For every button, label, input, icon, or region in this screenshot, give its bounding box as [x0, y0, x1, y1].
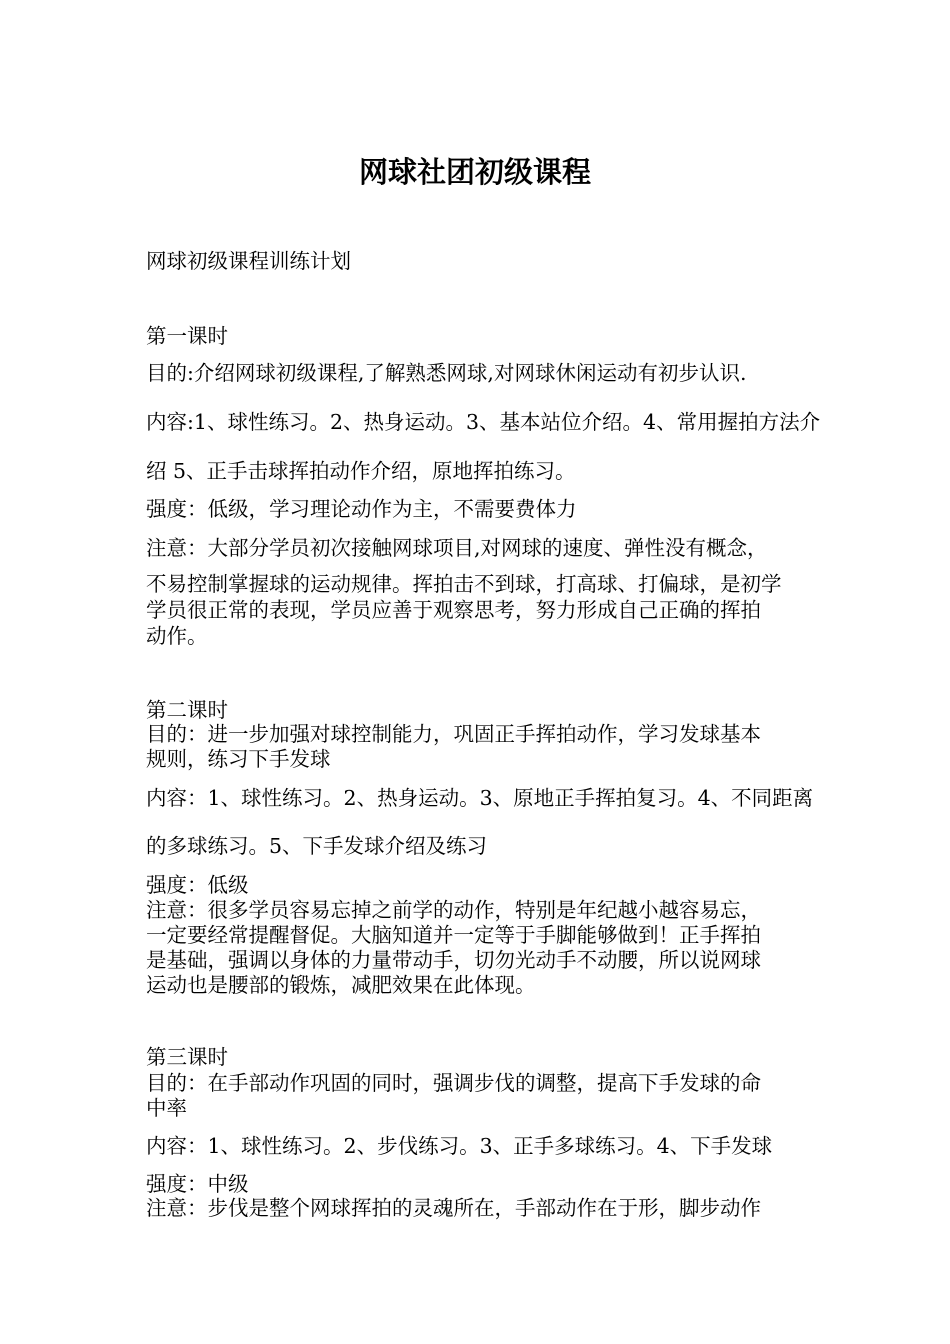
- lesson2-intensity: 强度：低级: [146, 873, 249, 897]
- lesson2-content-line1: 内容：1、球性练习。2、热身运动。3、原地正手挥拍复习。4、不同距离: [146, 786, 814, 810]
- document-title: 网球社团初级课程: [358, 155, 591, 189]
- lesson3-goal-line1: 目的：在手部动作巩固的同时，强调步伐的调整，提高下手发球的命: [146, 1071, 761, 1095]
- lesson1-content-line2: 绍 5、正手击球挥拍动作介绍，原地挥拍练习。: [146, 459, 576, 483]
- lesson1-note-line1: 注意：大部分学员初次接触网球项目,对网球的速度、弹性没有概念，: [146, 536, 768, 560]
- lesson3-content: 内容：1、球性练习。2、步伐练习。3、正手多球练习。4、下手发球: [146, 1134, 773, 1158]
- lesson3-intensity: 强度：中级: [146, 1172, 249, 1196]
- lesson1-intensity: 强度：低级，学习理论动作为主，不需要费体力: [146, 497, 577, 521]
- lesson2-goal-line2: 规则，练习下手发球: [146, 747, 331, 771]
- document-subtitle: 网球初级课程训练计划: [146, 249, 351, 273]
- lesson3-note-line1: 注意：步伐是整个网球挥拍的灵魂所在，手部动作在于形，脚步动作: [146, 1196, 761, 1220]
- lesson2-note-line3: 是基础，强调以身体的力量带动手，切勿光动手不动腰，所以说网球: [146, 948, 761, 972]
- lesson2-heading: 第二课时: [146, 698, 228, 722]
- lesson1-note-line3: 学员很正常的表现，学员应善于观察思考，努力形成自己正确的挥拍: [146, 598, 761, 622]
- lesson3-heading: 第三课时: [146, 1045, 228, 1069]
- lesson1-heading: 第一课时: [146, 324, 228, 348]
- lesson2-note-line4: 运动也是腰部的锻炼，减肥效果在此体现。: [146, 973, 536, 997]
- lesson1-note-line2: 不易控制掌握球的运动规律。挥拍击不到球，打高球、打偏球，是初学: [146, 572, 782, 596]
- lesson2-note-line2: 一定要经常提醒督促。大脑知道并一定等于手脚能够做到！正手挥拍: [146, 923, 761, 947]
- lesson2-note-line1: 注意：很多学员容易忘掉之前学的动作，特别是年纪越小越容易忘，: [146, 898, 761, 922]
- lesson1-note-line4: 动作。: [146, 624, 208, 648]
- lesson2-goal-line1: 目的：进一步加强对球控制能力，巩固正手挥拍动作，学习发球基本: [146, 722, 761, 746]
- lesson2-content-line2: 的多球练习。5、下手发球介绍及练习: [146, 834, 488, 858]
- lesson1-goal: 目的:介绍网球初级课程,了解熟悉网球,对网球休闲运动有初步认识.: [146, 361, 747, 385]
- lesson1-content-line1: 内容:1、球性练习。2、热身运动。3、基本站位介绍。4、常用握拍方法介: [146, 410, 821, 434]
- lesson3-goal-line2: 中率: [146, 1096, 187, 1120]
